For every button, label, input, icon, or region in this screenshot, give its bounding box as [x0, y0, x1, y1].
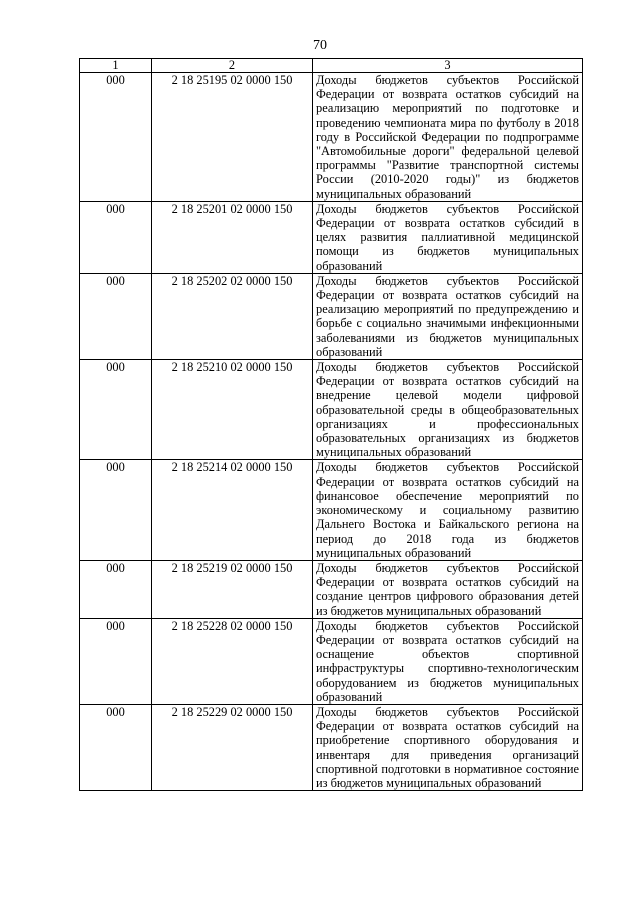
- admin-code-cell: 000: [80, 618, 152, 704]
- page-number: 70: [313, 38, 327, 53]
- admin-code-cell: 000: [80, 360, 152, 460]
- revenue-code-cell: 2 18 25214 02 0000 150: [152, 460, 313, 560]
- admin-code-cell: 000: [80, 560, 152, 618]
- table-row: [80, 73, 583, 202]
- table-row: [80, 360, 583, 460]
- table-row: [80, 460, 583, 560]
- admin-code-cell: 000: [80, 201, 152, 273]
- revenue-code-cell: 2 18 25210 02 0000 150: [152, 360, 313, 460]
- table-header-row: [80, 59, 583, 73]
- description-cell: Доходы бюджетов субъектов Российской Федерации от возврата остатков субсидий на оснащение объектов спортивной инфраструктуры спортивно-технологическим оборудованием из бюджетов муниципальных образований: [313, 618, 583, 704]
- revenue-code-cell: 2 18 25201 02 0000 150: [152, 201, 313, 273]
- description-cell: Доходы бюджетов субъектов Российской Федерации от возврата остатков субсидий на финансовое обеспечение мероприятий по экономическому и социальному развитию Дальнего Востока и Байкальского региона на период до 2018 года из бюджетов муниципальных образований: [313, 460, 583, 560]
- column-header-1: 1: [80, 59, 152, 73]
- budget-codes-table: [79, 58, 583, 791]
- table-row: [80, 201, 583, 273]
- description-cell: Доходы бюджетов субъектов Российской Федерации от возврата остатков субсидий на реализацию мероприятий по предупреждению и борьбе с социально значимыми инфекционными заболеваниями из бюджетов муниципальных образований: [313, 273, 583, 359]
- revenue-code-cell: 2 18 25219 02 0000 150: [152, 560, 313, 618]
- admin-code-cell: 000: [80, 273, 152, 359]
- description-cell: Доходы бюджетов субъектов Российской Федерации от возврата остатков субсидий на приобретение спортивного оборудования и инвентаря для приведения организаций спортивной подготовки в нормативное состояние из бюджетов муниципальных образований: [313, 704, 583, 790]
- description-cell: Доходы бюджетов субъектов Российской Федерации от возврата остатков субсидий в целях развития паллиативной медицинской помощи из бюджетов муниципальных образований: [313, 201, 583, 273]
- table-row: [80, 618, 583, 704]
- description-cell: Доходы бюджетов субъектов Российской Федерации от возврата остатков субсидий на создание центров цифрового образования детей из бюджетов муниципальных образований: [313, 560, 583, 618]
- revenue-code-cell: 2 18 25195 02 0000 150: [152, 73, 313, 202]
- table-row: [80, 704, 583, 790]
- table-row: [80, 560, 583, 618]
- description-cell: Доходы бюджетов субъектов Российской Федерации от возврата остатков субсидий на реализацию мероприятий по подготовке и проведению чемпионата мира по футболу в 2018 году в Российской Федерации по подпрограмме "Автомобильные дороги" федеральной целевой программы "Развитие транспортной системы России (2010-2020 годы)" из бюджетов муниципальных образований: [313, 73, 583, 202]
- admin-code-cell: 000: [80, 460, 152, 560]
- admin-code-cell: 000: [80, 704, 152, 790]
- column-header-2: 2: [152, 59, 313, 73]
- revenue-code-cell: 2 18 25202 02 0000 150: [152, 273, 313, 359]
- column-header-3: 3: [313, 59, 583, 73]
- revenue-code-cell: 2 18 25229 02 0000 150: [152, 704, 313, 790]
- description-cell: Доходы бюджетов субъектов Российской Федерации от возврата остатков субсидий на внедрение целевой модели цифровой образовательной среды в общеобразовательных организациях и профессиональных образовательных организациях из бюджетов муниципальных образований: [313, 360, 583, 460]
- admin-code-cell: 000: [80, 73, 152, 202]
- table-row: [80, 273, 583, 359]
- revenue-code-cell: 2 18 25228 02 0000 150: [152, 618, 313, 704]
